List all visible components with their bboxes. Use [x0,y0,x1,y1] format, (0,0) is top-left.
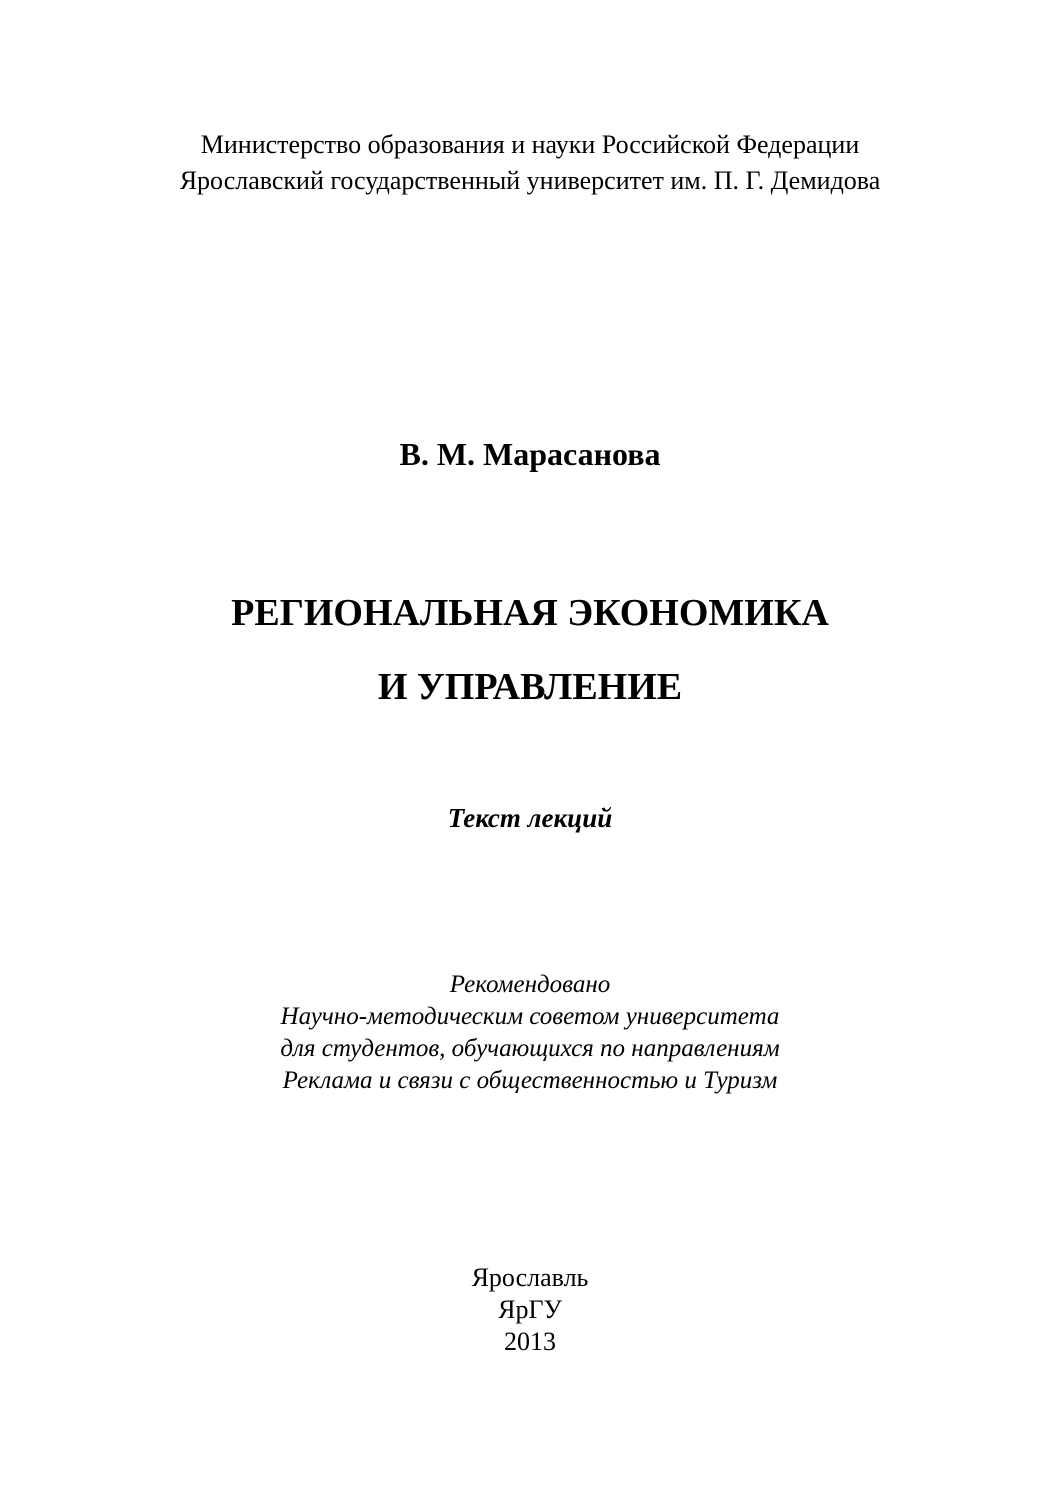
recommendation-line-1: Рекомендовано [449,971,611,998]
imprint-year: 2013 [504,1327,556,1356]
university-line: Ярославский государственный университет им. П. Г. Демидова [179,166,881,195]
author-name: В. М. Марасанова [399,436,661,472]
recommendation-line-4: Реклама и связи с общественностью и Туризм [282,1067,778,1094]
recommendation-line-3: для студентов, обучающихся по направлениям [280,1035,780,1062]
recommendation-line-2: Научно-методическим советом университета [280,1003,780,1030]
imprint-publisher: ЯрГУ [498,1295,562,1324]
ministry-line: Министерство образования и науки Российской Федерации [200,130,860,159]
book-title-line-2: И УПРАВЛЕНИЕ [377,666,683,708]
book-title-line-1: РЕГИОНАЛЬНАЯ ЭКОНОМИКА [231,592,829,634]
book-subtitle: Текст лекций [447,803,613,833]
imprint-city: Ярославль [471,1263,589,1292]
